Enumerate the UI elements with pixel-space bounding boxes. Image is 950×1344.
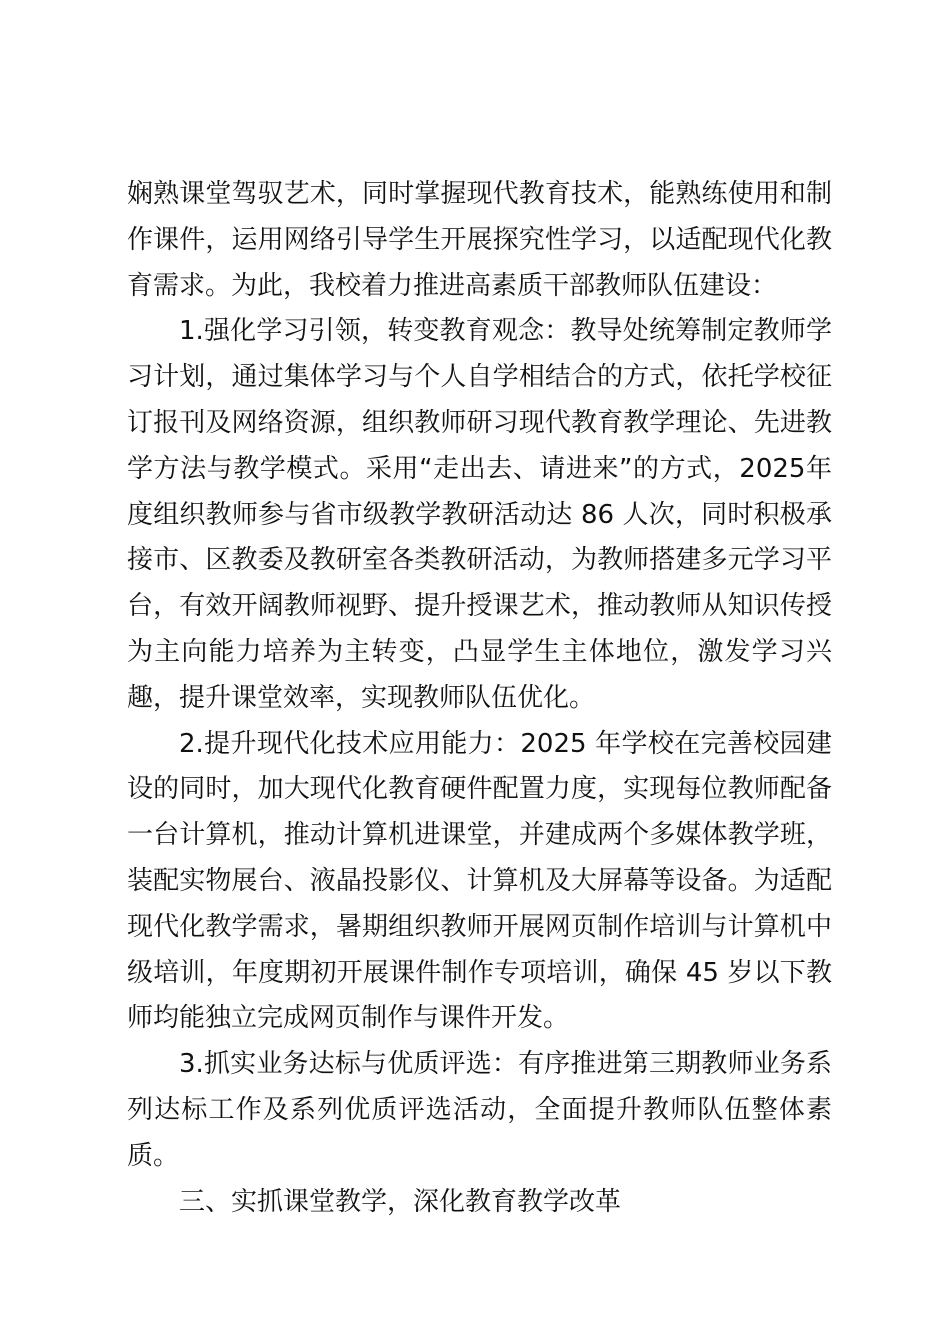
paragraph-item-2: 2.提升现代化技术应用能力：2025 年学校在完善校园建设的同时，加大现代化教育硬件配置力度，实现每位教师配备一台计算机，推动计算机进课堂，并建成两个多媒体教学班，装配实物展台、液晶投影仪、计算机及大屏幕等设备。为适配现代化教学需求，暑期组织教师开展网页制作培训与计算机中级培训，年度期初开展课件制作专项培训，确保 45 岁以下教师均能独立完成网页制作与课件开发。 bbox=[127, 728, 832, 1034]
document-body bbox=[127, 172, 832, 1225]
paragraph-item-3: 3.抓实业务达标与优质评选：有序推进第三期教师业务系列达标工作及系列优质评选活动，全面提升教师队伍整体素质。 bbox=[127, 1049, 832, 1171]
paragraph-intro: 娴熟课堂驾驭艺术，同时掌握现代教育技术，能熟练使用和制作课件，运用网络引导学生开展探究性学习，以适配现代化教育需求。为此，我校着力推进高素质干部教师队伍建设： bbox=[127, 179, 832, 301]
paragraph-item-1: 1.强化学习引领，转变教育观念：教导处统筹制定教师学习计划，通过集体学习与个人自学相结合的方式，依托学校征订报刊及网络资源，组织教师研习现代教育教学理论、先进教学方法与教学模式。采用“走出去、请进来”的方式，2025年度组织教师参与省市级教学教研活动达 86 人次，同时积极承接市、区教委及教研室各类教研活动，为教师搭建多元学习平台，有效开阔教师视野、提升授课艺术，推动教师从知识传授为主向能力培养为主转变，凸显学生主体地位，激发学习兴趣，提升课堂效率，实现教师队伍优化。 bbox=[127, 316, 832, 713]
section-heading: 三、实抓课堂教学，深化教育教学改革 bbox=[179, 1186, 622, 1217]
